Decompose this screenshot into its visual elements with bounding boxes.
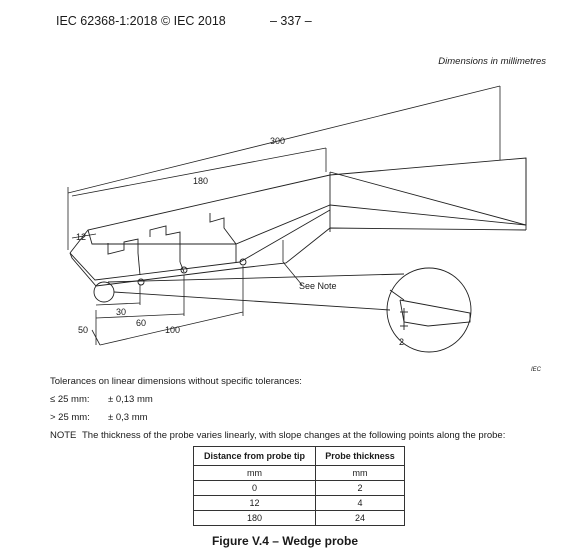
- table-row: [194, 481, 405, 496]
- table-row: [194, 496, 405, 511]
- dim-2-label: 2: [399, 337, 405, 347]
- note-text: The thickness of the probe varies linearly, with slope changes at the following points along the probe:: [82, 430, 506, 441]
- dim-50-label: 50: [78, 325, 89, 335]
- probe-thickness-table: [193, 446, 405, 526]
- dimensions-note: Dimensions in millimetres: [438, 56, 546, 67]
- iec-mark: IEC: [531, 367, 542, 373]
- tolerance-range-1: ≤ 25 mm:: [50, 394, 90, 405]
- dim-300-label: 300: [270, 136, 286, 146]
- table-cell: 2: [316, 481, 405, 496]
- table-cell: 12: [194, 496, 316, 511]
- header-page-number: – 337 –: [270, 14, 312, 28]
- dim-12-label: 12: [76, 232, 87, 242]
- figure-caption: Figure V.4 – Wedge probe: [211, 534, 359, 548]
- tip-detail-magnified: [108, 268, 471, 352]
- note-label: NOTE: [50, 430, 77, 441]
- see-note-label: See Note: [299, 281, 337, 291]
- dim-100-label: 100: [165, 325, 181, 335]
- unit-thickness: mm: [316, 466, 405, 481]
- header-standard-id: IEC 62368-1:2018 © IEC 2018: [56, 14, 226, 28]
- table-row: [194, 511, 405, 526]
- col-header-distance: Distance from probe tip: [194, 447, 316, 466]
- table-cell: 4: [316, 496, 405, 511]
- dim-180-label: 180: [193, 176, 209, 186]
- table-cell: 24: [316, 511, 405, 526]
- tolerance-range-2: > 25 mm:: [50, 412, 90, 423]
- dim-30-label: 30: [116, 307, 127, 317]
- unit-distance: mm: [194, 466, 316, 481]
- table-cell: 0: [194, 481, 316, 496]
- tolerance-value-1: ± 0,13 mm: [108, 394, 153, 405]
- table-cell: 180: [194, 511, 316, 526]
- tolerance-intro: Tolerances on linear dimensions without specific tolerances:: [50, 376, 302, 387]
- tolerance-value-2: ± 0,3 mm: [108, 412, 148, 423]
- dim-60-label: 60: [136, 318, 147, 328]
- col-header-thickness: Probe thickness: [316, 447, 405, 466]
